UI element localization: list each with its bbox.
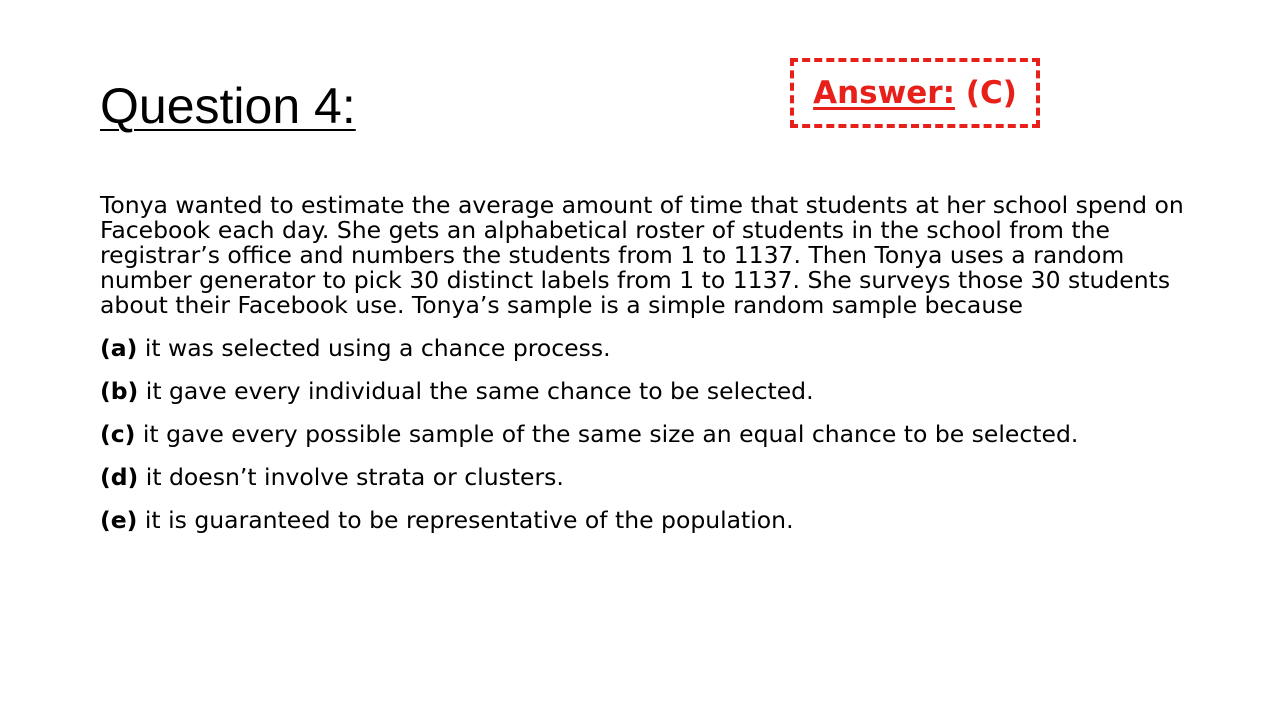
answer-label: Answer: xyxy=(813,75,955,111)
answer-value: (C) xyxy=(965,75,1017,111)
option-b xyxy=(100,379,1190,404)
option-text: it is guaranteed to be representative of the population. xyxy=(144,506,794,534)
option-a xyxy=(100,336,1190,361)
option-c xyxy=(100,422,1190,447)
option-text: it gave every individual the same chance to be selected. xyxy=(145,377,814,405)
page-title: Question 4: xyxy=(100,78,356,134)
option-text: it gave every possible sample of the same size an equal chance to be selected. xyxy=(142,420,1079,448)
question-body xyxy=(100,193,1190,551)
option-letter: (d) xyxy=(100,463,139,491)
option-text: it doesn’t involve strata or clusters. xyxy=(145,463,564,491)
option-letter: (b) xyxy=(100,377,139,405)
option-e xyxy=(100,508,1190,533)
question-stem: Tonya wanted to estimate the average amount of time that students at her school spend on Facebook each day. She gets an alphabetical roster of students in the school from the registrar’s office and numbers the students from 1 to 1137. Then Tonya uses a random number generator to pick 30 distinct labels from 1 to 1137. She surveys those 30 students about their Facebook use. Tonya’s sample is a simple random sample because xyxy=(100,191,1184,319)
option-text: it was selected using a chance process. xyxy=(144,334,611,362)
option-d xyxy=(100,465,1190,490)
option-letter: (e) xyxy=(100,506,138,534)
option-letter: (a) xyxy=(100,334,138,362)
answer-box xyxy=(790,58,1040,128)
option-letter: (c) xyxy=(100,420,136,448)
